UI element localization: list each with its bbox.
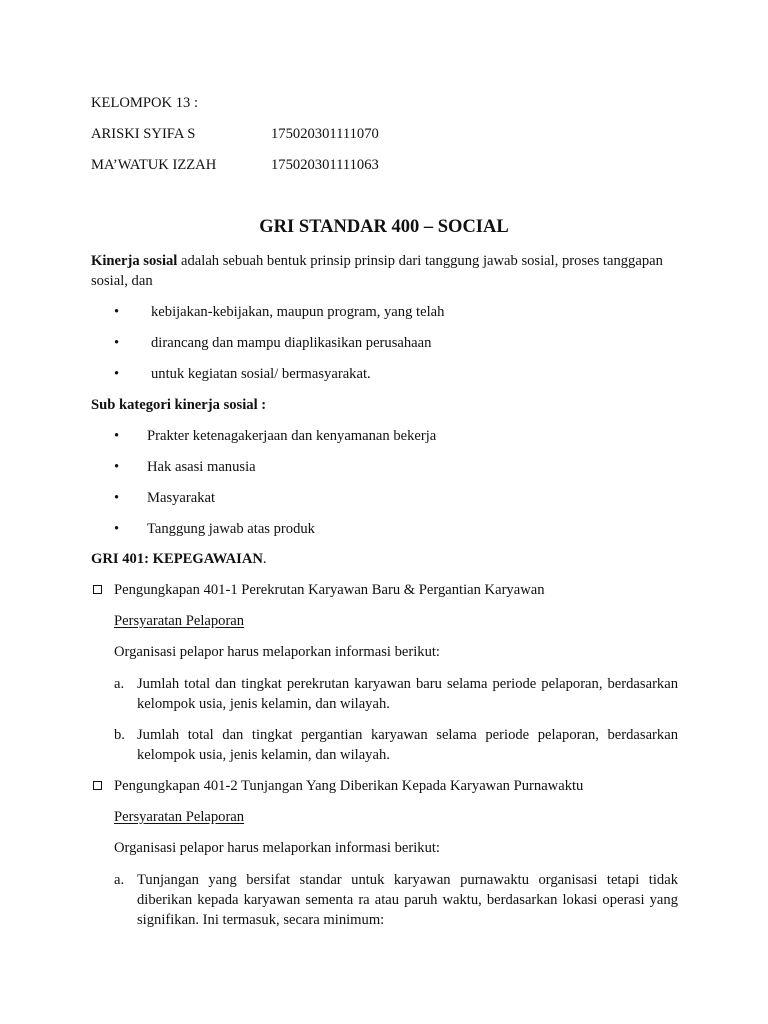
item-line: Tunjangan yang bersifat standar untuk karyawan purnawaktu organisasi tetapi tidak bbox=[137, 872, 678, 888]
requirements-intro: Organisasi pelapor harus melaporkan informasi berikut: bbox=[114, 644, 440, 660]
item-line: diberikan kepada karyawan sementa ra atau paruh waktu, berdasarkan lokasi operasi yang bbox=[137, 892, 678, 908]
item-marker: b. bbox=[114, 727, 125, 743]
bullet-marker: • bbox=[114, 521, 120, 537]
requirements-heading: Persyaratan Pelaporan bbox=[114, 809, 245, 825]
intro-bullet-text: kebijakan-kebijakan, maupun program, yang telah bbox=[151, 304, 445, 320]
item-marker: a. bbox=[114, 676, 125, 692]
page-title: GRI STANDAR 400 – SOCIAL bbox=[259, 217, 509, 237]
subcategory-item: Masyarakat bbox=[147, 490, 216, 506]
intro-line-2: sosial, dan bbox=[91, 273, 153, 289]
bullet-marker: • bbox=[114, 366, 120, 382]
item-line: kelompok usia, jenis kelamin, dan wilayah. bbox=[137, 696, 390, 712]
gri401-heading-line bbox=[91, 549, 267, 569]
subcategory-heading: Sub kategori kinerja sosial : bbox=[91, 397, 267, 413]
disclosure-title: Pengungkapan 401-2 Tunjangan Yang Diberikan Kepada Karyawan Purnawaktu bbox=[114, 778, 584, 794]
intro-bullet-text: dirancang dan mampu diaplikasikan perusahaan bbox=[151, 335, 432, 351]
item-line: Jumlah total dan tingkat pergantian karyawan selama periode pelaporan, berdasarkan bbox=[137, 727, 678, 743]
intro-term: Kinerja sosial bbox=[91, 253, 178, 269]
subcategory-item: Tanggung jawab atas produk bbox=[147, 521, 315, 537]
checkbox-square-icon bbox=[93, 585, 102, 594]
intro-text: adalah sebuah bentuk prinsip prinsip dari tanggung jawab sosial, proses tanggapan bbox=[177, 253, 663, 269]
member-id: 175020301111063 bbox=[271, 157, 379, 173]
member-name: MA’WATUK IZZAH bbox=[91, 157, 217, 173]
checkbox-square-icon bbox=[93, 781, 102, 790]
subcategory-item: Hak asasi manusia bbox=[147, 459, 256, 475]
requirements-heading: Persyaratan Pelaporan bbox=[114, 613, 245, 629]
requirements-intro: Organisasi pelapor harus melaporkan informasi berikut: bbox=[114, 840, 440, 856]
intro-line-1 bbox=[91, 251, 663, 271]
item-marker: a. bbox=[114, 872, 125, 888]
member-name: ARISKI SYIFA S bbox=[91, 126, 196, 142]
bullet-marker: • bbox=[114, 459, 120, 475]
gri401-heading-suffix: . bbox=[262, 551, 267, 567]
bullet-marker: • bbox=[114, 304, 120, 320]
item-line: signifikan. Ini termasuk, secara minimum: bbox=[137, 912, 385, 928]
bullet-marker: • bbox=[114, 428, 120, 444]
item-line: kelompok usia, jenis kelamin, dan wilayah. bbox=[137, 747, 390, 763]
gri401-heading: GRI 401: KEPEGAWAIAN bbox=[91, 551, 263, 567]
subcategory-item: Prakter ketenagakerjaan dan kenyamanan bekerja bbox=[147, 428, 437, 444]
bullet-marker: • bbox=[114, 490, 120, 506]
disclosure-title: Pengungkapan 401-1 Perekrutan Karyawan Baru & Pergantian Karyawan bbox=[114, 582, 545, 598]
item-line: Jumlah total dan tingkat perekrutan karyawan baru selama periode pelaporan, berdasarkan bbox=[137, 676, 678, 692]
member-id: 175020301111070 bbox=[271, 126, 379, 142]
group-label: KELOMPOK 13 : bbox=[91, 95, 199, 111]
intro-bullet-text: untuk kegiatan sosial/ bermasyarakat. bbox=[151, 366, 371, 382]
bullet-marker: • bbox=[114, 335, 120, 351]
